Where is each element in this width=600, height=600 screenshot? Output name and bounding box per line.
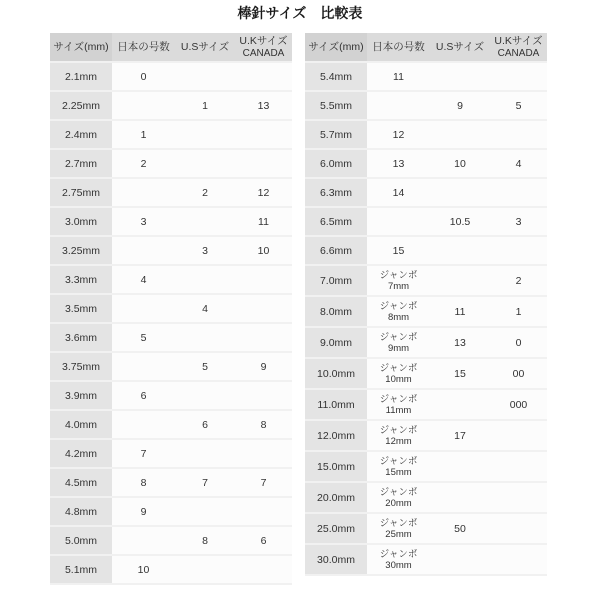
uk-cell: 4 [490, 149, 547, 178]
column-header-size [305, 33, 367, 62]
column-label: サイズ(mm) [53, 40, 109, 53]
jumbo-label: ジャンボ [379, 269, 418, 281]
uk-cell: 2 [490, 265, 547, 296]
table-row [50, 178, 292, 207]
jp-cell [367, 358, 430, 389]
table-row [50, 381, 292, 410]
us-cell: 3 [175, 236, 235, 265]
uk-cell: 12 [235, 178, 292, 207]
size-cell: 15.0mm [305, 451, 367, 482]
uk-cell [235, 62, 292, 91]
uk-cell: 0 [490, 327, 547, 358]
needle-size-table-left [50, 33, 292, 585]
jp-cell: 1 [112, 120, 175, 149]
jp-cell: 3 [112, 207, 175, 236]
us-cell [430, 236, 490, 265]
size-cell: 2.25mm [50, 91, 112, 120]
jp-cell: 10 [112, 555, 175, 584]
table-row [305, 513, 547, 544]
uk-cell: 10 [235, 236, 292, 265]
uk-cell [235, 294, 292, 323]
table-row [50, 323, 292, 352]
table-row [50, 62, 292, 91]
size-cell: 5.5mm [305, 91, 367, 120]
jumbo-label: ジャンボ [379, 331, 418, 343]
table-row [50, 91, 292, 120]
jp-cell [112, 91, 175, 120]
us-cell: 6 [175, 410, 235, 439]
table-row [305, 207, 547, 236]
column-label: 日本の号数 [117, 40, 170, 53]
us-cell [430, 482, 490, 513]
jp-cell: 11 [367, 62, 430, 91]
uk-cell: 5 [490, 91, 547, 120]
size-cell: 7.0mm [305, 265, 367, 296]
table-row [50, 410, 292, 439]
jp-cell [367, 91, 430, 120]
size-cell: 8.0mm [305, 296, 367, 327]
uk-cell [490, 420, 547, 451]
jp-cell: 6 [112, 381, 175, 410]
us-cell [175, 62, 235, 91]
us-cell: 4 [175, 294, 235, 323]
us-cell: 10 [430, 149, 490, 178]
uk-cell: 000 [490, 389, 547, 420]
us-cell [175, 265, 235, 294]
size-cell: 10.0mm [305, 358, 367, 389]
jumbo-mm-label: 20mm [385, 497, 412, 509]
size-cell: 2.7mm [50, 149, 112, 178]
table-row [50, 149, 292, 178]
size-cell: 4.0mm [50, 410, 112, 439]
table-row [305, 62, 547, 91]
jp-cell [367, 207, 430, 236]
size-cell: 25.0mm [305, 513, 367, 544]
size-cell: 11.0mm [305, 389, 367, 420]
size-cell: 12.0mm [305, 420, 367, 451]
column-label: U.Kサイズ [239, 34, 288, 47]
jp-cell [367, 296, 430, 327]
table-row [305, 178, 547, 207]
column-label: 日本の号数 [372, 40, 425, 53]
size-cell: 6.0mm [305, 149, 367, 178]
us-cell [430, 544, 490, 575]
jp-cell [367, 451, 430, 482]
uk-cell [490, 120, 547, 149]
table-row [50, 265, 292, 294]
jp-cell [367, 513, 430, 544]
table-row [305, 544, 547, 575]
jp-cell [112, 352, 175, 381]
size-cell: 5.7mm [305, 120, 367, 149]
size-cell: 2.4mm [50, 120, 112, 149]
uk-cell [490, 236, 547, 265]
table-row [50, 294, 292, 323]
table-row [305, 358, 547, 389]
jp-cell: 15 [367, 236, 430, 265]
uk-cell [490, 544, 547, 575]
size-cell: 4.8mm [50, 497, 112, 526]
jp-cell [367, 265, 430, 296]
jp-cell [112, 410, 175, 439]
us-cell [175, 323, 235, 352]
table-row [305, 451, 547, 482]
jumbo-mm-label: 15mm [385, 466, 412, 478]
uk-cell [235, 497, 292, 526]
column-sublabel: CANADA [497, 47, 540, 59]
uk-cell [490, 513, 547, 544]
table-row [50, 468, 292, 497]
uk-cell: 7 [235, 468, 292, 497]
table-row [305, 120, 547, 149]
uk-cell: 8 [235, 410, 292, 439]
uk-cell [235, 323, 292, 352]
us-cell: 50 [430, 513, 490, 544]
column-header-jp [367, 33, 430, 62]
uk-cell [490, 62, 547, 91]
size-cell: 2.1mm [50, 62, 112, 91]
uk-cell [235, 381, 292, 410]
table-row [50, 120, 292, 149]
us-cell [430, 120, 490, 149]
table-row [305, 482, 547, 513]
uk-cell [490, 178, 547, 207]
size-cell: 6.3mm [305, 178, 367, 207]
us-cell [175, 555, 235, 584]
us-cell [175, 497, 235, 526]
size-cell: 3.25mm [50, 236, 112, 265]
table-row [305, 389, 547, 420]
jp-cell: 8 [112, 468, 175, 497]
size-cell: 3.6mm [50, 323, 112, 352]
uk-cell [235, 439, 292, 468]
jumbo-label: ジャンボ [379, 393, 418, 405]
column-header-us [430, 33, 490, 62]
column-sublabel: CANADA [242, 47, 285, 59]
jp-cell [367, 544, 430, 575]
column-header-size [50, 33, 112, 62]
uk-cell: 9 [235, 352, 292, 381]
size-cell: 2.75mm [50, 178, 112, 207]
us-cell: 1 [175, 91, 235, 120]
table-row [305, 236, 547, 265]
column-header-jp [112, 33, 175, 62]
us-cell: 7 [175, 468, 235, 497]
jp-cell: 12 [367, 120, 430, 149]
table-row [50, 555, 292, 584]
needle-size-table-right [305, 33, 547, 576]
jp-cell [367, 389, 430, 420]
size-cell: 4.2mm [50, 439, 112, 468]
jumbo-mm-label: 25mm [385, 528, 412, 540]
jumbo-mm-label: 11mm [385, 404, 412, 416]
jumbo-mm-label: 9mm [387, 342, 410, 354]
uk-cell [235, 265, 292, 294]
jumbo-label: ジャンボ [379, 486, 418, 498]
uk-cell: 6 [235, 526, 292, 555]
table-row [50, 207, 292, 236]
jp-cell [367, 327, 430, 358]
us-cell: 11 [430, 296, 490, 327]
table-row [305, 91, 547, 120]
us-cell [430, 451, 490, 482]
jp-cell: 0 [112, 62, 175, 91]
column-header-uk [235, 33, 292, 62]
uk-cell [490, 451, 547, 482]
us-cell: 10.5 [430, 207, 490, 236]
size-cell: 3.75mm [50, 352, 112, 381]
jp-cell [367, 482, 430, 513]
table-row [305, 420, 547, 451]
jp-cell: 9 [112, 497, 175, 526]
jumbo-mm-label: 30mm [385, 559, 412, 571]
size-cell: 5.1mm [50, 555, 112, 584]
size-cell: 6.5mm [305, 207, 367, 236]
jumbo-mm-label: 7mm [387, 280, 410, 292]
jp-cell [112, 178, 175, 207]
tables-container [0, 33, 600, 585]
jumbo-label: ジャンボ [379, 424, 418, 436]
table-row [50, 439, 292, 468]
size-cell: 3.0mm [50, 207, 112, 236]
jp-cell: 2 [112, 149, 175, 178]
jumbo-label: ジャンボ [379, 362, 418, 374]
us-cell [175, 439, 235, 468]
size-cell: 3.5mm [50, 294, 112, 323]
column-label: サイズ(mm) [308, 40, 364, 53]
table-row [50, 526, 292, 555]
us-cell [175, 381, 235, 410]
uk-cell [490, 482, 547, 513]
column-header-us [175, 33, 235, 62]
jp-cell [112, 526, 175, 555]
jumbo-mm-label: 8mm [387, 311, 410, 323]
size-cell: 20.0mm [305, 482, 367, 513]
jp-cell: 14 [367, 178, 430, 207]
size-cell: 30.0mm [305, 544, 367, 575]
size-cell: 6.6mm [305, 236, 367, 265]
us-cell: 17 [430, 420, 490, 451]
jumbo-label: ジャンボ [379, 517, 418, 529]
column-header-uk [490, 33, 547, 62]
column-label: U.Kサイズ [494, 34, 543, 47]
jumbo-mm-label: 12mm [385, 435, 412, 447]
jumbo-mm-label: 10mm [385, 373, 412, 385]
us-cell [175, 149, 235, 178]
uk-cell: 1 [490, 296, 547, 327]
uk-cell: 11 [235, 207, 292, 236]
column-label: U.Sサイズ [180, 40, 230, 53]
size-cell: 5.4mm [305, 62, 367, 91]
jp-cell [112, 236, 175, 265]
table-row [50, 352, 292, 381]
jumbo-label: ジャンボ [379, 455, 418, 467]
uk-cell [235, 555, 292, 584]
us-cell: 13 [430, 327, 490, 358]
table-row [50, 236, 292, 265]
us-cell: 15 [430, 358, 490, 389]
uk-cell: 13 [235, 91, 292, 120]
jp-cell: 7 [112, 439, 175, 468]
size-cell: 3.3mm [50, 265, 112, 294]
header-row [50, 33, 292, 62]
jp-cell: 13 [367, 149, 430, 178]
jp-cell: 5 [112, 323, 175, 352]
jp-cell [367, 420, 430, 451]
us-cell: 9 [430, 91, 490, 120]
table-row [305, 296, 547, 327]
us-cell [175, 120, 235, 149]
us-cell: 8 [175, 526, 235, 555]
us-cell [430, 265, 490, 296]
us-cell: 5 [175, 352, 235, 381]
us-cell [430, 62, 490, 91]
jumbo-label: ジャンボ [379, 300, 418, 312]
jp-cell [112, 294, 175, 323]
table-row [305, 149, 547, 178]
table-row [305, 327, 547, 358]
us-cell [430, 389, 490, 420]
size-cell: 4.5mm [50, 468, 112, 497]
us-cell [175, 207, 235, 236]
table-row [305, 265, 547, 296]
page-title: 棒針サイズ 比較表 [237, 5, 363, 21]
jp-cell: 4 [112, 265, 175, 294]
uk-cell: 3 [490, 207, 547, 236]
uk-cell [235, 149, 292, 178]
size-cell: 5.0mm [50, 526, 112, 555]
header-row [305, 33, 547, 62]
uk-cell [235, 120, 292, 149]
table-row [50, 497, 292, 526]
us-cell: 2 [175, 178, 235, 207]
size-cell: 9.0mm [305, 327, 367, 358]
jumbo-label: ジャンボ [379, 548, 418, 560]
size-cell: 3.9mm [50, 381, 112, 410]
uk-cell: 00 [490, 358, 547, 389]
column-label: U.Sサイズ [435, 40, 485, 53]
us-cell [430, 178, 490, 207]
